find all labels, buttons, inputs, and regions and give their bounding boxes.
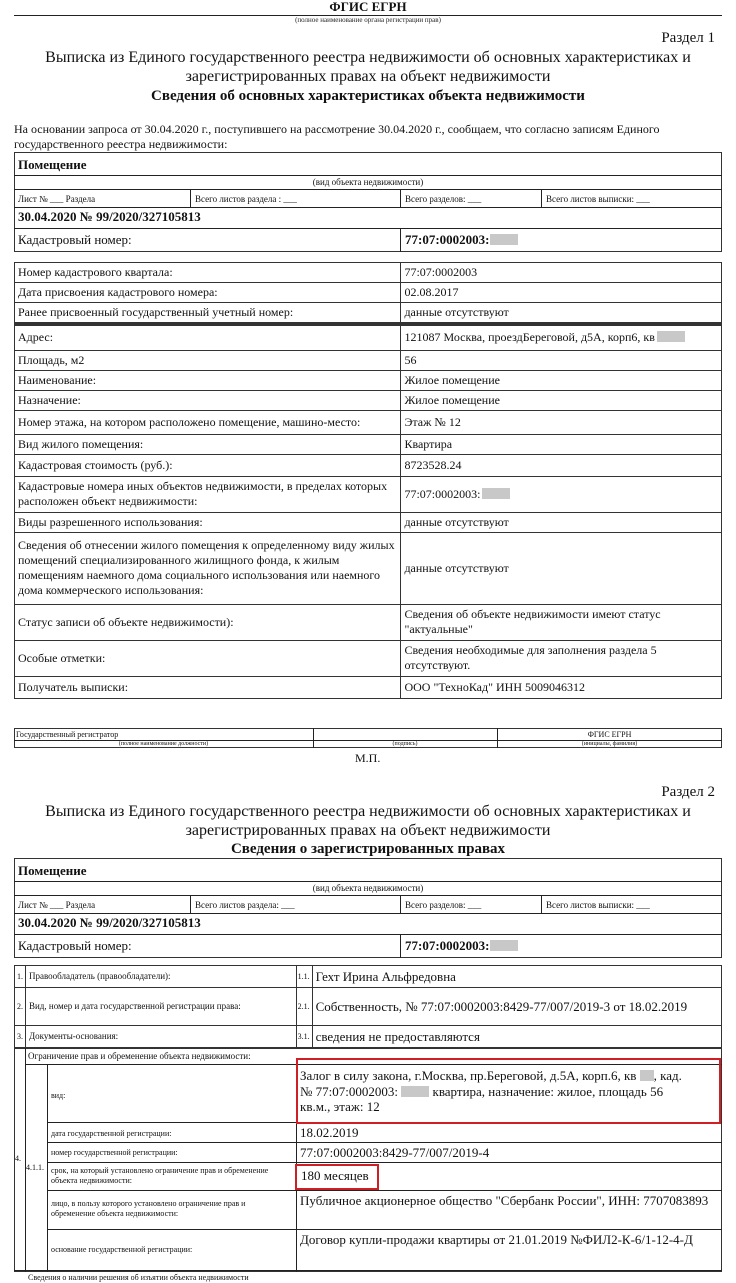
characteristic-label: Особые отметки: xyxy=(15,640,401,676)
encumbrance-header: Ограничение прав и обременение объекта недвижимости: xyxy=(28,1051,251,1061)
sheet-number: Лист № ___ Раздела xyxy=(18,194,96,204)
section1-label: Раздел 1 xyxy=(661,30,715,46)
characteristic-value: Жилое помещение xyxy=(401,370,722,390)
characteristic-row xyxy=(15,604,722,640)
characteristic-label: Сведения об отнесении жилого помещения к определенному виду жилых помещений специализированного жилищного фонда, к жилым помещениям наемного дома социального использования или наемного дома коммерческого использования: xyxy=(15,532,401,604)
basis-value: Договор купли-продажи квартиры от 21.01.2019 №ФИЛ2-К-6/1-12-4-Д xyxy=(300,1232,693,1247)
registrar-caption: (полное наименование должности) xyxy=(118,741,209,747)
seizure-decision-label: Сведения о наличии решения об изъятии объекта недвижимости xyxy=(28,1273,249,1282)
redacted-mark xyxy=(490,234,518,245)
characteristic-label: Площадь, м2 xyxy=(15,350,401,370)
sheets-total-extract-2: Всего листов выписки: ___ xyxy=(546,900,650,910)
registry-org-name: ФГИС ЕГРН xyxy=(329,0,407,14)
characteristic-label: Наименование: xyxy=(15,370,401,390)
sections-total: Всего разделов: ___ xyxy=(405,194,482,204)
characteristic-value: данные отсутствуют xyxy=(401,303,722,325)
characteristic-label: Кадастровая стоимость (руб.): xyxy=(15,454,401,476)
sub-number: 3.1. xyxy=(296,1026,312,1048)
section1-title: Выписка из Единого государственного реестра недвижимости об основных характеристиках и зарегистрированных правах на объект недвижимости xyxy=(45,49,691,85)
sections-total-2: Всего разделов: ___ xyxy=(405,900,482,910)
right-type-value: Собственность, № 77:07:0002003:8429-77/007/2019-3 от 18.02.2019 xyxy=(312,988,721,1026)
encumbrance-kind-label: вид: xyxy=(51,1091,66,1100)
characteristic-row xyxy=(15,532,722,604)
characteristic-row xyxy=(15,263,722,283)
term-value: 180 месяцев xyxy=(301,1168,369,1183)
characteristic-value: 56 xyxy=(401,350,722,370)
signature-caption: (подпись) xyxy=(392,741,418,747)
basis-label: основание государственной регистрации: xyxy=(51,1245,193,1254)
extract-date-number-2: 30.04.2020 № 99/2020/327105813 xyxy=(18,915,201,930)
characteristic-value: Жилое помещение xyxy=(401,390,722,410)
characteristic-row xyxy=(15,370,722,390)
highlight-encumbrance-kind xyxy=(296,1058,721,1124)
redacted-mark xyxy=(657,331,685,342)
characteristic-row xyxy=(15,640,722,676)
characteristic-value: Квартира xyxy=(401,434,722,454)
beneficiary-label: лицо, в пользу которого установлено ограничение прав и обременение объекта недвижимости: xyxy=(51,1199,246,1218)
characteristic-row xyxy=(15,454,722,476)
characteristic-value: Этаж № 12 xyxy=(401,410,722,434)
encumbrance-sub-number: 4.1.1. xyxy=(26,1163,44,1172)
characteristic-row xyxy=(15,350,722,370)
row-number: 1. xyxy=(15,966,26,988)
characteristic-label: Вид жилого помещения: xyxy=(15,434,401,454)
characteristic-label: Кадастровые номера иных объектов недвижимости, в пределах которых расположен объект недвижимости: xyxy=(15,476,401,512)
characteristic-label: Дата присвоения кадастрового номера: xyxy=(15,283,401,303)
section2-label: Раздел 2 xyxy=(661,784,715,800)
row-number: 3. xyxy=(15,1026,26,1048)
characteristic-value: 77:07:0002003: xyxy=(401,476,722,512)
highlight-term xyxy=(295,1164,379,1190)
extract-date-number: 30.04.2020 № 99/2020/327105813 xyxy=(18,209,201,224)
characteristic-row xyxy=(15,476,722,512)
registration-number-label: номер государственной регистрации: xyxy=(51,1148,178,1157)
section2-subtitle: Сведения о зарегистрированных правах xyxy=(230,841,506,857)
characteristic-value: Сведения необходимые для заполнения раздела 5 отсутствуют. xyxy=(401,640,722,676)
initials-caption: (инициалы, фамилия) xyxy=(581,741,638,747)
divider xyxy=(14,228,722,229)
request-intro: На основании запроса от 30.04.2020 г., поступившего на рассмотрение 30.04.2020 г., сообщаем, что согласно записям Единого государственного реестра недвижимости: xyxy=(14,122,660,151)
characteristic-label: Номер кадастрового квартала: xyxy=(15,263,401,283)
fgis-signer: ФГИС ЕГРН xyxy=(587,730,632,739)
cadastral-number-2: 77:07:0002003: xyxy=(405,938,518,953)
cadastral-label-2: Кадастровый номер: xyxy=(18,938,132,953)
characteristic-label: Статус записи об объекте недвижимости): xyxy=(15,604,401,640)
characteristic-label: Получатель выписки: xyxy=(15,676,401,698)
characteristic-row xyxy=(15,434,722,454)
encumbrance-kind-value: Залог в силу закона, г.Москва, пр.Береговой, д.5А, корп.6, кв , кад. № 77:07:0002003: квартира, назначение: жилое, площадь 56 кв.м., этаж: 12 xyxy=(300,1068,682,1114)
sub-number: 1.1. xyxy=(296,966,312,988)
registration-number-value: 77:07:0002003:8429-77/007/2019-4 xyxy=(300,1145,490,1160)
characteristic-value: данные отсутствуют xyxy=(401,512,722,532)
right-type-label: Вид, номер и дата государственной регистрации права: xyxy=(25,988,296,1026)
sheets-total-extract: Всего листов выписки: ___ xyxy=(546,194,650,204)
right-holder-label: Правообладатель (правообладатели): xyxy=(25,966,296,988)
characteristic-row xyxy=(15,324,722,350)
rights-table xyxy=(14,965,722,1048)
characteristic-row xyxy=(15,512,722,532)
stamp-place: М.П. xyxy=(355,751,381,765)
registrar-title: Государственный регистратор xyxy=(16,730,119,739)
right-holder-value: Гехт Ирина Альфредовна xyxy=(312,966,721,988)
encumbrance-number: 4. xyxy=(15,1154,21,1163)
characteristic-value: 121087 Москва, проездБереговой, д5А, корп6, кв xyxy=(401,324,722,350)
sheet-number-2: Лист № ___ Раздела xyxy=(18,900,96,910)
characteristic-label: Номер этажа, на котором расположено помещение, машино-место: xyxy=(15,410,401,434)
divider xyxy=(14,175,722,176)
redacted-mark xyxy=(490,940,518,951)
characteristic-row xyxy=(15,283,722,303)
cadastral-label: Кадастровый номер: xyxy=(18,232,132,247)
characteristic-value: Сведения об объекте недвижимости имеют статус "актуальные" xyxy=(401,604,722,640)
characteristic-value: ООО "ТехноКад" ИНН 5009046312 xyxy=(401,676,722,698)
sheets-total-section: Всего листов раздела : ___ xyxy=(195,194,297,204)
sub-number: 2.1. xyxy=(296,988,312,1026)
cadastral-number: 77:07:0002003: xyxy=(405,232,518,247)
characteristic-value: данные отсутствуют xyxy=(401,532,722,604)
documents-value: сведения не предоставляются xyxy=(312,1026,721,1048)
divider xyxy=(14,207,722,208)
object-type-2: Помещение xyxy=(18,863,87,878)
characteristic-value: 02.08.2017 xyxy=(401,283,722,303)
row-number: 2. xyxy=(15,988,26,1026)
sheets-total-section-2: Всего листов раздела: ___ xyxy=(195,900,295,910)
divider xyxy=(14,189,722,190)
object-type-caption-2: (вид объекта недвижимости) xyxy=(312,883,424,893)
section2-title: Выписка из Единого государственного реестра недвижимости об основных характеристиках и зарегистрированных правах на объект недвижимости xyxy=(45,803,691,839)
characteristic-row xyxy=(15,390,722,410)
beneficiary-value: Публичное акционерное общество "Сбербанк России", ИНН: 7707083893 xyxy=(300,1193,709,1208)
characteristics-table xyxy=(14,262,722,699)
characteristic-row xyxy=(15,676,722,698)
characteristic-label: Адрес: xyxy=(15,324,401,350)
characteristic-value: 8723528.24 xyxy=(401,454,722,476)
characteristic-label: Назначение: xyxy=(15,390,401,410)
characteristic-label: Ранее присвоенный государственный учетный номер: xyxy=(15,303,401,325)
redacted-mark xyxy=(482,488,510,499)
characteristic-value: 77:07:0002003 xyxy=(401,263,722,283)
registration-date-value: 18.02.2019 xyxy=(300,1125,359,1140)
object-type-caption: (вид объекта недвижимости) xyxy=(312,177,424,187)
characteristic-label: Виды разрешенного использования: xyxy=(15,512,401,532)
characteristic-row xyxy=(15,303,722,325)
characteristic-row xyxy=(15,410,722,434)
registration-date-label: дата государственной регистрации: xyxy=(51,1129,172,1138)
documents-label: Документы-основания: xyxy=(25,1026,296,1048)
org-caption: (полное наименование органа регистрации прав) xyxy=(295,16,441,24)
object-type: Помещение xyxy=(18,157,87,172)
term-label: срок, на который установлено ограничение прав и обременение объекта недвижимости: xyxy=(51,1166,269,1185)
section1-subtitle: Сведения об основных характеристиках объекта недвижимости xyxy=(151,88,585,104)
